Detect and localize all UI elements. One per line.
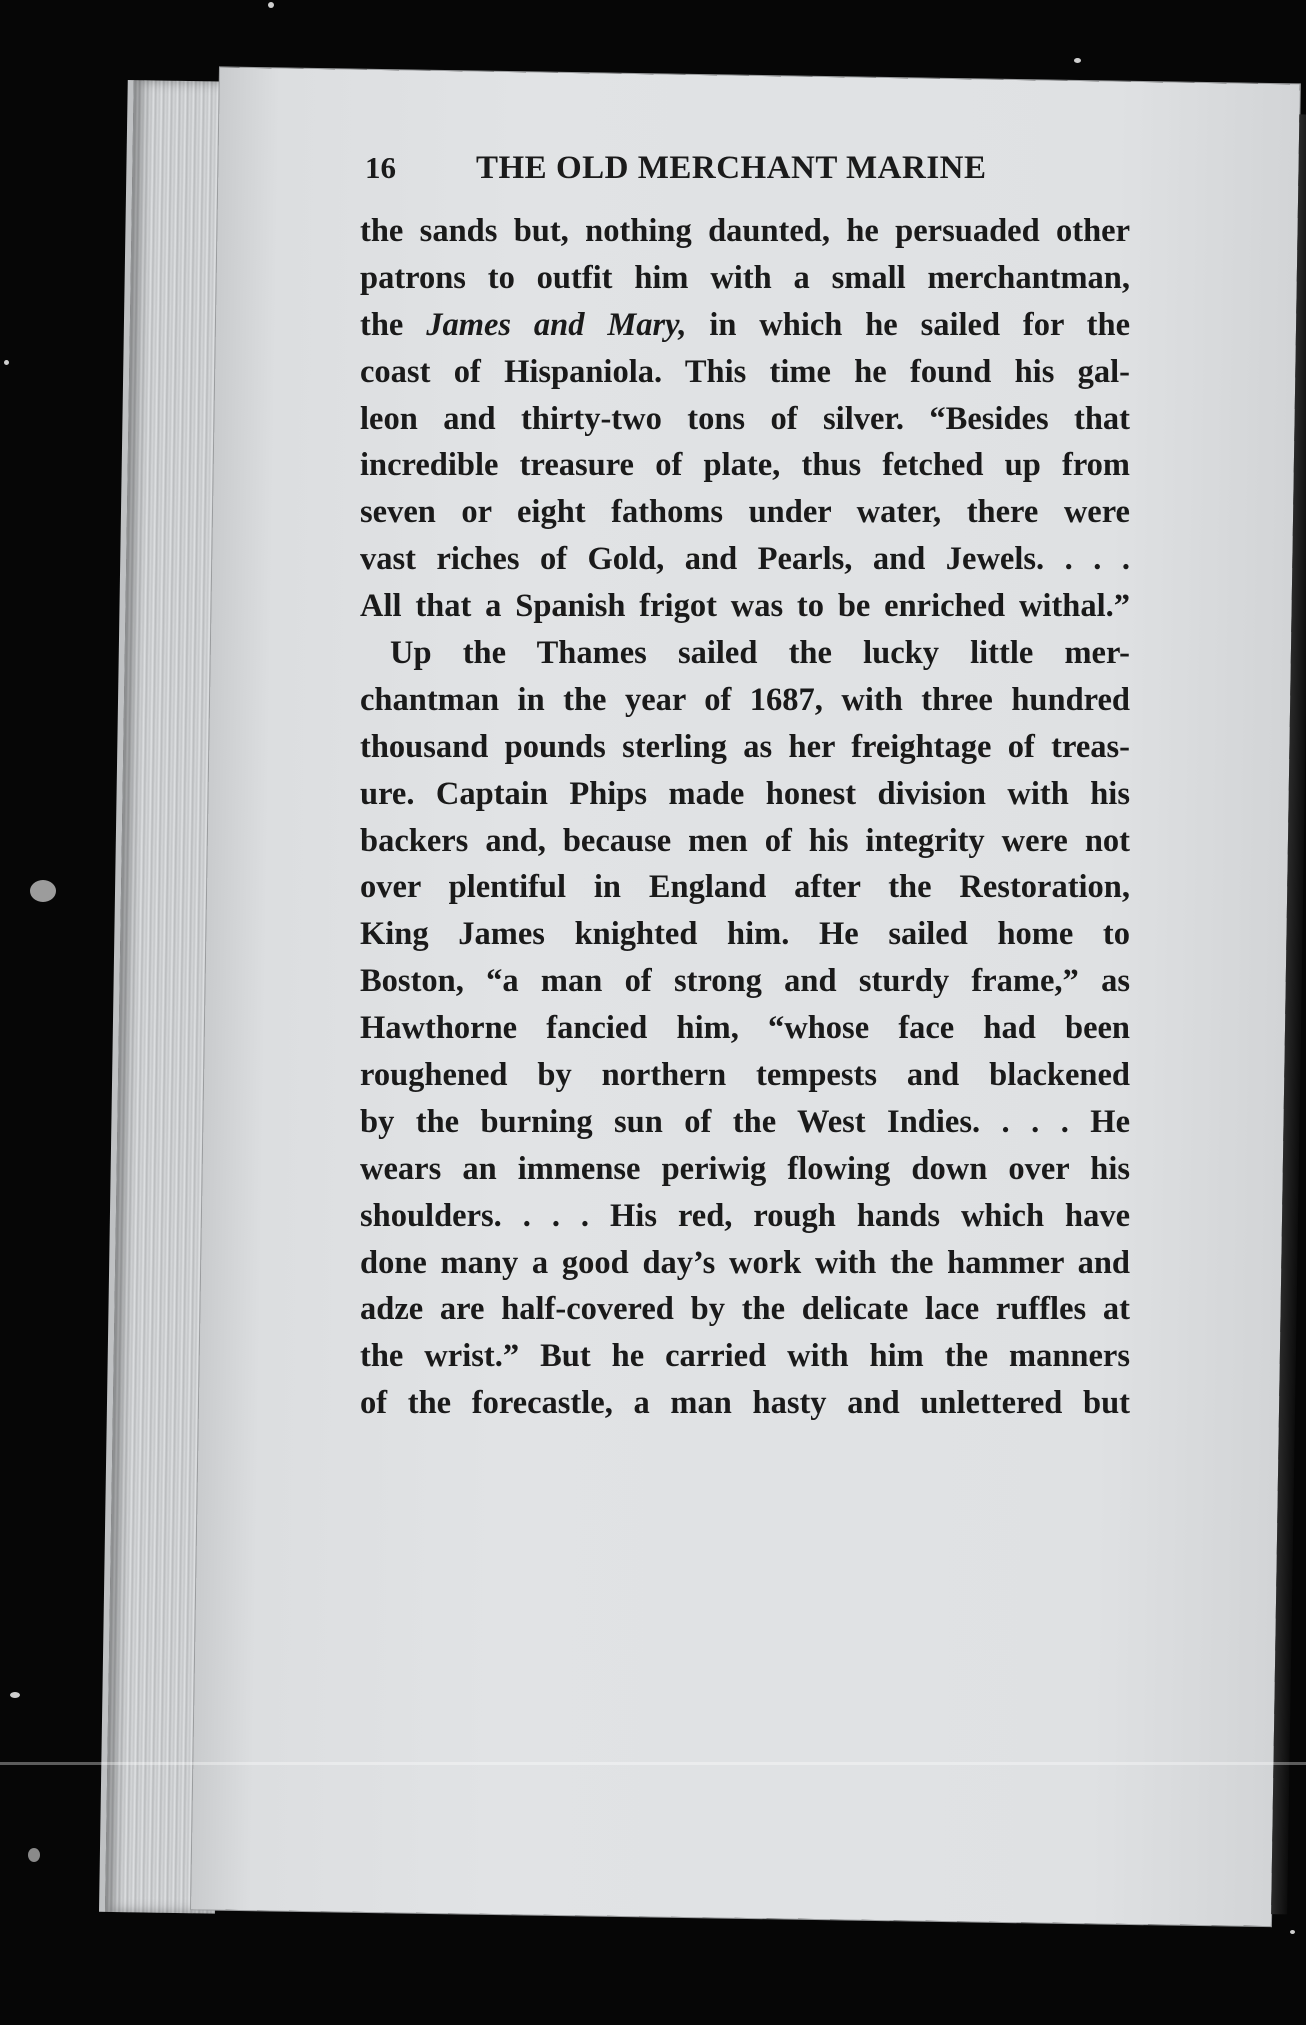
scan-artifact-band <box>0 1762 1306 1765</box>
text-line: incredible treasure of plate, thus fetched up from <box>360 447 1130 484</box>
dust-speck <box>1074 58 1081 63</box>
dust-speck <box>10 1692 20 1698</box>
text-line: seven or eight fathoms under water, there were <box>360 494 1130 531</box>
ship-name-italic: James and Mary, <box>426 306 687 343</box>
text-line: the sands but, nothing daunted, he persuaded other <box>360 213 1130 249</box>
running-head <box>365 150 1125 196</box>
text-line: backers and, because men of his integrity were not <box>360 822 1130 859</box>
dust-speck <box>28 1848 40 1862</box>
text-line: by the burning sun of the West Indies. . . . He <box>360 1103 1130 1140</box>
text-line: chantman in the year of 1687, with three hundred <box>360 681 1130 718</box>
text-line: vast riches of Gold, and Pearls, and Jewels. . . . <box>360 541 1130 578</box>
text-line: the wrist.” But he carried with him the manners <box>360 1338 1130 1375</box>
running-title: THE OLD MERCHANT MARINE <box>476 150 987 186</box>
dust-speck <box>4 360 9 365</box>
text-line: adze are half-covered by the delicate lace ruffles at <box>360 1291 1130 1328</box>
text-line: coast of Hispaniola. This time he found his gal- <box>360 353 1130 390</box>
page-number: 16 <box>365 150 396 185</box>
text-line: ure. Captain Phips made honest division with his <box>360 775 1130 812</box>
text-line: done many a good day’s work with the hammer and <box>360 1244 1130 1281</box>
body-text <box>360 208 1130 1427</box>
text-line: Hawthorne fancied him, “whose face had been <box>360 1010 1130 1047</box>
dust-speck <box>268 2 274 8</box>
text-line: of the forecastle, a man hasty and unlettered but <box>360 1385 1130 1422</box>
text-line: leon and thirty-two tons of silver. “Besides that <box>360 400 1130 437</box>
text-line: over plentiful in England after the Restoration, <box>360 869 1130 906</box>
text-run: in which he sailed for the <box>686 306 1130 343</box>
text-line: wears an immense periwig flowing down over his <box>360 1150 1130 1187</box>
text-line: King James knighted him. He sailed home to <box>360 916 1130 953</box>
text-line: shoulders. . . . His red, rough hands which have <box>360 1197 1130 1234</box>
text-run: the <box>360 306 427 343</box>
text-line <box>360 302 1130 349</box>
text-line: roughened by northern tempests and blackened <box>360 1057 1130 1094</box>
dust-speck <box>30 880 56 902</box>
text-line: thousand pounds sterling as her freightage of treas- <box>360 728 1130 765</box>
text-line: Up the Thames sailed the lucky little mer- <box>390 635 1130 672</box>
text-line: patrons to outfit him with a small merchantman, <box>360 259 1130 296</box>
text-line: All that a Spanish frigot was to be enriched withal.” <box>360 588 1130 625</box>
text-line: Boston, “a man of strong and sturdy frame,” as <box>360 963 1130 1000</box>
dust-speck <box>1290 1930 1295 1934</box>
